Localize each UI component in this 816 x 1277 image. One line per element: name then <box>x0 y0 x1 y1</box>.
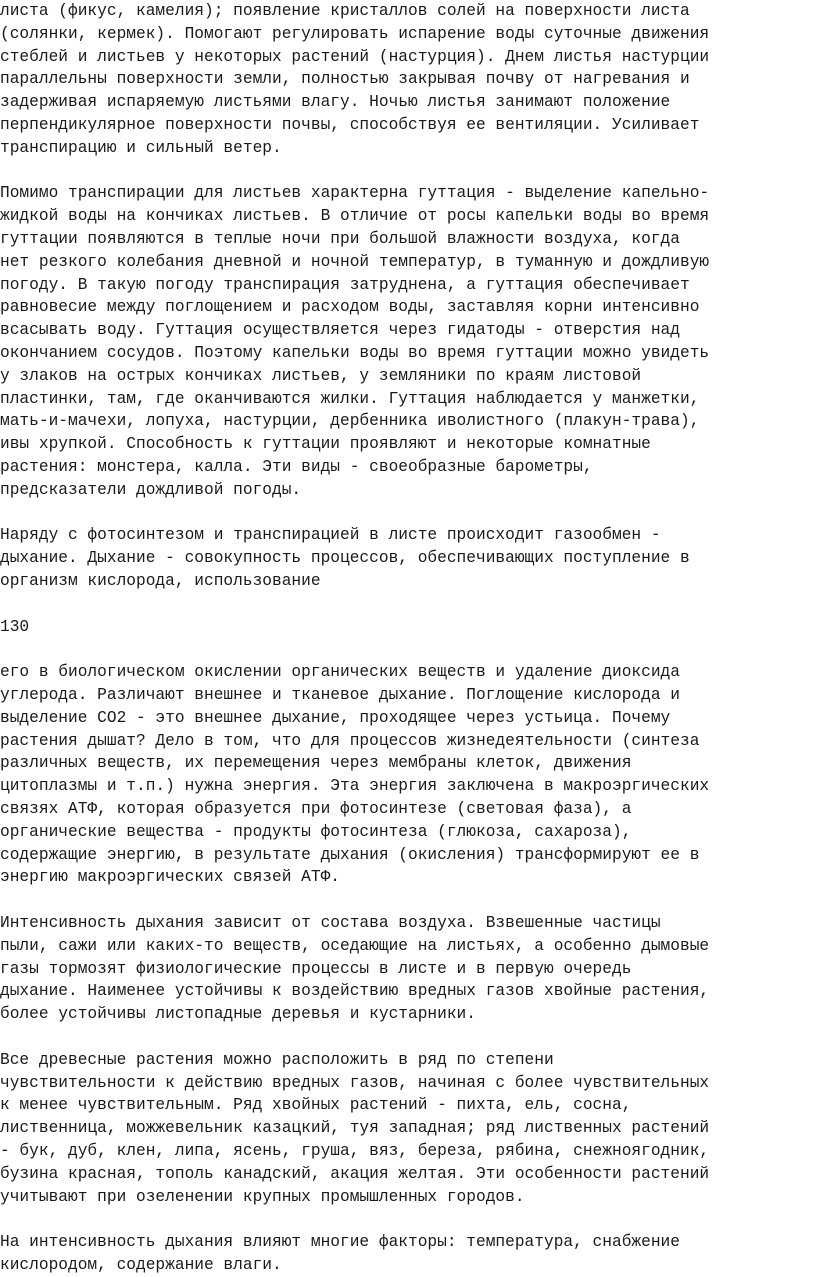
text-line: цитоплазмы и т.п.) нужна энергия. Эта энергия заключена в макроэргических <box>0 777 710 796</box>
text-line: гуттации появляются в теплые ночи при большой влажности воздуха, когда <box>0 230 680 248</box>
text-line: Помимо транспирации для листьев характерна гуттация - выделение капельно- <box>0 184 710 203</box>
text-line: перпендикулярное поверхности почвы, способствуя ее вентиляции. Усиливает <box>0 116 700 134</box>
text-line: углерода. Различают внешнее и тканевое дыхание. Поглощение кислорода и <box>0 686 680 704</box>
text-line: пыли, сажи или каких-то веществ, оседающие на листьях, а особенно дымовые <box>0 936 710 955</box>
text-line: энергию макроэргических связей АТФ. <box>0 868 340 887</box>
text-line: организм кислорода, использование <box>0 572 321 590</box>
text-line: всасывать воду. Гуттация осуществляется через гидатоды - отверстия над <box>0 321 680 340</box>
text-line: кислородом, содержание влаги. <box>0 1256 282 1274</box>
text-line: ивы хрупкой. Способность к гуттации проявляют и некоторые комнатные <box>0 435 651 454</box>
text-line: пластинки, там, где оканчиваются жилки. Гуттация наблюдается у манжетки, <box>0 389 700 408</box>
text-line: - бук, дуб, клен, липа, ясень, груша, вяз, береза, рябина, снежноягодник, <box>0 1142 710 1160</box>
text-line: более устойчивы листопадные деревья и кустарники. <box>0 1005 476 1024</box>
text-line: предсказатели дождливой погоды. <box>0 480 302 499</box>
text-line: жидкой воды на кончиках листьев. В отличие от росы капельки воды во время <box>0 207 710 226</box>
text-line: Интенсивность дыхания зависит от состава воздуха. Взвешенные частицы <box>0 914 661 932</box>
text-line: параллельны поверхности земли, полностью закрывая почву от нагревания и <box>0 70 690 89</box>
text-line: выделение СО2 - это внешнее дыхание, проходящее через устьица. Почему <box>0 708 671 727</box>
text-line: газы тормозят физиологические процессы в листе и в первую очередь <box>0 959 632 978</box>
text-line: бузина красная, тополь канадский, акация желтая. Эти особенности растений <box>0 1164 710 1183</box>
text-line: мать-и-мачехи, лопуха, настурции, дербенника иволистного (плакун-трава), <box>0 412 700 431</box>
page-number: 130 <box>0 617 30 636</box>
text-line: лиственница, можжевельник казацкий, туя западная; ряд лиственных растений <box>0 1119 710 1138</box>
text-line: транспирацию и сильный ветер. <box>0 138 282 157</box>
text-line: На интенсивность дыхания влияют многие факторы: температура, снабжение <box>0 1233 680 1252</box>
text-line: окончанием сосудов. Поэтому капельки воды во время гуттации можно увидеть <box>0 344 710 362</box>
text-line: различных веществ, их перемещения через мембраны клеток, движения <box>0 754 632 773</box>
text-line: задерживая испаряемую листьями влагу. Ночью листья занимают положение <box>0 93 671 112</box>
text-line: органические вещества - продукты фотосинтеза (глюкоза, сахароза), <box>0 822 632 841</box>
text-line: к менее чувствительным. Ряд хвойных растений - пихта, ель, сосна, <box>0 1096 632 1115</box>
text-line: чувствительности к действию вредных газов, начиная с более чувствительных <box>0 1073 710 1092</box>
text-line: (солянки, кермек). Помогают регулировать испарение воды суточные движения <box>0 24 710 43</box>
text-line: содержащие энергию, в результате дыхания (окисления) трансформируют ее в <box>0 845 700 864</box>
text-line: дыхание. Наименее устойчивы к воздействию вредных газов хвойные растения, <box>0 982 710 1001</box>
text-line: стеблей и листьев у некоторых растений (настурция). Днем листья настурции <box>0 47 710 66</box>
text-line: дыхание. Дыхание - совокупность процессов, обеспечивающих поступление в <box>0 549 690 568</box>
text-line: его в биологическом окислении органических веществ и удаление диоксида <box>0 663 680 682</box>
text-line: связях АТФ, которая образуется при фотосинтезе (световая фаза), а <box>0 800 632 818</box>
text-line: Все древесные растения можно расположить в ряд по степени <box>0 1050 554 1069</box>
text-line: у злаков на острых кончиках листьев, у земляники по краям листовой <box>0 366 642 385</box>
text-line: нет резкого колебания дневной и ночной температур, в туманную и дождливую <box>0 252 710 271</box>
text-line: Наряду с фотосинтезом и транспирацией в листе происходит газообмен - <box>0 526 661 545</box>
text-line: равновесие между поглощением и расходом воды, заставляя корни интенсивно <box>0 298 700 317</box>
text-line: растения: монстера, калла. Эти виды - своеобразные барометры, <box>0 458 593 476</box>
text-line: погоду. В такую погоду транспирация затруднена, а гуттация обеспечивает <box>0 275 690 294</box>
text-line: листа (фикус, камелия); появление кристаллов солей на поверхности листа <box>0 2 690 20</box>
text-line: растения дышат? Дело в том, что для процессов жизнедеятельности (синтеза <box>0 731 700 750</box>
text-line: учитывают при озеленении крупных промышленных городов. <box>0 1187 525 1206</box>
